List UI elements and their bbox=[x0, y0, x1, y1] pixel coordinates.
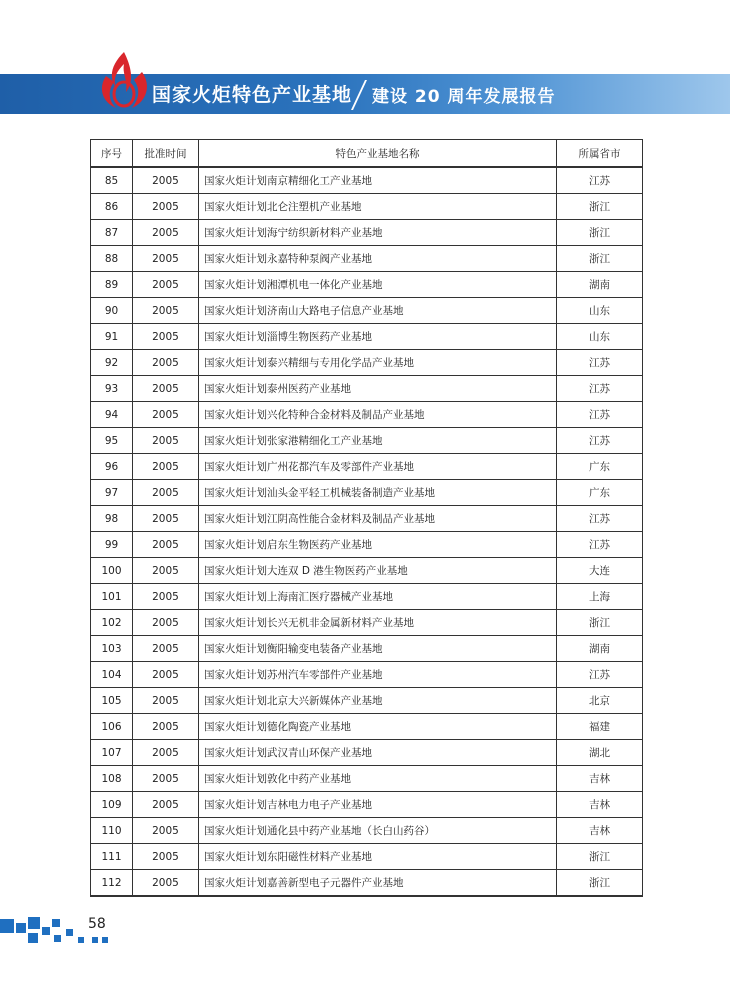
table-row bbox=[91, 844, 643, 870]
row-index: 106 bbox=[91, 714, 133, 740]
province: 浙江 bbox=[557, 610, 643, 636]
base-name: 国家火炬计划海宁纺织新材料产业基地 bbox=[199, 220, 557, 246]
table-row bbox=[91, 298, 643, 324]
approval-year: 2005 bbox=[133, 714, 199, 740]
table-row bbox=[91, 532, 643, 558]
table-row bbox=[91, 454, 643, 480]
approval-year: 2005 bbox=[133, 688, 199, 714]
page-title: 国家火炬特色产业基地 bbox=[152, 84, 353, 106]
approval-year: 2005 bbox=[133, 766, 199, 792]
approval-year: 2005 bbox=[133, 272, 199, 298]
approval-year: 2005 bbox=[133, 454, 199, 480]
approval-year: 2005 bbox=[133, 558, 199, 584]
approval-year: 2005 bbox=[133, 298, 199, 324]
column-header-index: 序号 bbox=[91, 140, 133, 168]
table-row bbox=[91, 480, 643, 506]
province: 湖南 bbox=[557, 636, 643, 662]
column-header-province: 所属省市 bbox=[557, 140, 643, 168]
province: 江苏 bbox=[557, 532, 643, 558]
approval-year: 2005 bbox=[133, 220, 199, 246]
approval-year: 2005 bbox=[133, 480, 199, 506]
table-row bbox=[91, 818, 643, 844]
base-name: 国家火炬计划北仑注塑机产业基地 bbox=[199, 194, 557, 220]
province: 浙江 bbox=[557, 220, 643, 246]
province: 浙江 bbox=[557, 870, 643, 897]
base-name: 国家火炬计划南京精细化工产业基地 bbox=[199, 167, 557, 194]
row-index: 102 bbox=[91, 610, 133, 636]
base-name: 国家火炬计划汕头金平轻工机械装备制造产业基地 bbox=[199, 480, 557, 506]
approval-year: 2005 bbox=[133, 428, 199, 454]
table-header-row bbox=[91, 140, 643, 168]
province: 江苏 bbox=[557, 428, 643, 454]
approval-year: 2005 bbox=[133, 844, 199, 870]
approval-year: 2005 bbox=[133, 870, 199, 897]
approval-year: 2005 bbox=[133, 376, 199, 402]
base-name: 国家火炬计划北京大兴新媒体产业基地 bbox=[199, 688, 557, 714]
province: 上海 bbox=[557, 584, 643, 610]
row-index: 98 bbox=[91, 506, 133, 532]
base-name: 国家火炬计划广州花都汽车及零部件产业基地 bbox=[199, 454, 557, 480]
approval-year: 2005 bbox=[133, 662, 199, 688]
approval-year: 2005 bbox=[133, 818, 199, 844]
base-name: 国家火炬计划长兴无机非金属新材料产业基地 bbox=[199, 610, 557, 636]
row-index: 110 bbox=[91, 818, 133, 844]
approval-year: 2005 bbox=[133, 506, 199, 532]
province: 北京 bbox=[557, 688, 643, 714]
approval-year: 2005 bbox=[133, 792, 199, 818]
province: 江苏 bbox=[557, 402, 643, 428]
table-row bbox=[91, 792, 643, 818]
approval-year: 2005 bbox=[133, 324, 199, 350]
table-row bbox=[91, 766, 643, 792]
approval-year: 2005 bbox=[133, 610, 199, 636]
base-name: 国家火炬计划敦化中药产业基地 bbox=[199, 766, 557, 792]
base-name: 国家火炬计划通化县中药产业基地（长白山药谷） bbox=[199, 818, 557, 844]
base-name: 国家火炬计划吉林电力电子产业基地 bbox=[199, 792, 557, 818]
base-name: 国家火炬计划兴化特种合金材料及制品产业基地 bbox=[199, 402, 557, 428]
row-index: 85 bbox=[91, 167, 133, 194]
base-name: 国家火炬计划湘潭机电一体化产业基地 bbox=[199, 272, 557, 298]
table-row bbox=[91, 350, 643, 376]
base-name: 国家火炬计划嘉善新型电子元器件产业基地 bbox=[199, 870, 557, 897]
row-index: 94 bbox=[91, 402, 133, 428]
province: 山东 bbox=[557, 324, 643, 350]
province: 广东 bbox=[557, 480, 643, 506]
base-name: 国家火炬计划泰兴精细与专用化学品产业基地 bbox=[199, 350, 557, 376]
approval-year: 2005 bbox=[133, 636, 199, 662]
approval-year: 2005 bbox=[133, 246, 199, 272]
row-index: 95 bbox=[91, 428, 133, 454]
row-index: 91 bbox=[91, 324, 133, 350]
province: 广东 bbox=[557, 454, 643, 480]
row-index: 109 bbox=[91, 792, 133, 818]
table-row bbox=[91, 740, 643, 766]
row-index: 89 bbox=[91, 272, 133, 298]
row-index: 96 bbox=[91, 454, 133, 480]
table-row bbox=[91, 428, 643, 454]
table-row bbox=[91, 376, 643, 402]
row-index: 100 bbox=[91, 558, 133, 584]
row-index: 105 bbox=[91, 688, 133, 714]
table-row bbox=[91, 506, 643, 532]
table-row bbox=[91, 167, 643, 194]
page-number: 58 bbox=[88, 916, 106, 932]
table-row bbox=[91, 636, 643, 662]
base-name: 国家火炬计划德化陶瓷产业基地 bbox=[199, 714, 557, 740]
province: 江苏 bbox=[557, 662, 643, 688]
column-header-date: 批准时间 bbox=[133, 140, 199, 168]
banner-divider bbox=[351, 80, 367, 110]
table-row bbox=[91, 662, 643, 688]
base-name: 国家火炬计划张家港精细化工产业基地 bbox=[199, 428, 557, 454]
province: 浙江 bbox=[557, 246, 643, 272]
approval-year: 2005 bbox=[133, 740, 199, 766]
province: 湖南 bbox=[557, 272, 643, 298]
province: 山东 bbox=[557, 298, 643, 324]
province: 江苏 bbox=[557, 376, 643, 402]
base-name: 国家火炬计划武汉青山环保产业基地 bbox=[199, 740, 557, 766]
province: 江苏 bbox=[557, 506, 643, 532]
base-name: 国家火炬计划苏州汽车零部件产业基地 bbox=[199, 662, 557, 688]
base-name: 国家火炬计划济南山大路电子信息产业基地 bbox=[199, 298, 557, 324]
row-index: 104 bbox=[91, 662, 133, 688]
table-row bbox=[91, 584, 643, 610]
approval-year: 2005 bbox=[133, 402, 199, 428]
base-name: 国家火炬计划泰州医药产业基地 bbox=[199, 376, 557, 402]
row-index: 90 bbox=[91, 298, 133, 324]
approval-year: 2005 bbox=[133, 350, 199, 376]
row-index: 87 bbox=[91, 220, 133, 246]
province: 吉林 bbox=[557, 818, 643, 844]
province: 大连 bbox=[557, 558, 643, 584]
base-name: 国家火炬计划启东生物医药产业基地 bbox=[199, 532, 557, 558]
table-row bbox=[91, 688, 643, 714]
base-name: 国家火炬计划上海南汇医疗器械产业基地 bbox=[199, 584, 557, 610]
table-row bbox=[91, 246, 643, 272]
row-index: 86 bbox=[91, 194, 133, 220]
base-name: 国家火炬计划淄博生物医药产业基地 bbox=[199, 324, 557, 350]
base-name: 国家火炬计划东阳磁性材料产业基地 bbox=[199, 844, 557, 870]
province: 江苏 bbox=[557, 350, 643, 376]
row-index: 93 bbox=[91, 376, 133, 402]
base-list-table bbox=[90, 139, 643, 897]
base-name: 国家火炬计划江阴高性能合金材料及制品产业基地 bbox=[199, 506, 557, 532]
approval-year: 2005 bbox=[133, 584, 199, 610]
row-index: 101 bbox=[91, 584, 133, 610]
row-index: 88 bbox=[91, 246, 133, 272]
base-name: 国家火炬计划大连双 D 港生物医药产业基地 bbox=[199, 558, 557, 584]
province: 湖北 bbox=[557, 740, 643, 766]
province: 吉林 bbox=[557, 792, 643, 818]
table-row bbox=[91, 714, 643, 740]
approval-year: 2005 bbox=[133, 532, 199, 558]
province: 吉林 bbox=[557, 766, 643, 792]
table-row bbox=[91, 402, 643, 428]
table-row bbox=[91, 220, 643, 246]
torch-logo-icon bbox=[94, 48, 154, 112]
row-index: 92 bbox=[91, 350, 133, 376]
page-subtitle: 建设 20 周年发展报告 bbox=[372, 87, 556, 107]
row-index: 112 bbox=[91, 870, 133, 897]
row-index: 103 bbox=[91, 636, 133, 662]
row-index: 97 bbox=[91, 480, 133, 506]
row-index: 107 bbox=[91, 740, 133, 766]
table-row bbox=[91, 870, 643, 897]
row-index: 111 bbox=[91, 844, 133, 870]
row-index: 99 bbox=[91, 532, 133, 558]
province: 浙江 bbox=[557, 844, 643, 870]
province: 浙江 bbox=[557, 194, 643, 220]
column-header-name: 特色产业基地名称 bbox=[199, 140, 557, 168]
base-name: 国家火炬计划衡阳输变电装备产业基地 bbox=[199, 636, 557, 662]
province: 福建 bbox=[557, 714, 643, 740]
row-index: 108 bbox=[91, 766, 133, 792]
province: 江苏 bbox=[557, 167, 643, 194]
table-row bbox=[91, 558, 643, 584]
base-name: 国家火炬计划永嘉特种泵阀产业基地 bbox=[199, 246, 557, 272]
table-row bbox=[91, 324, 643, 350]
approval-year: 2005 bbox=[133, 194, 199, 220]
table-row bbox=[91, 194, 643, 220]
table-row bbox=[91, 272, 643, 298]
table-row bbox=[91, 610, 643, 636]
approval-year: 2005 bbox=[133, 167, 199, 194]
